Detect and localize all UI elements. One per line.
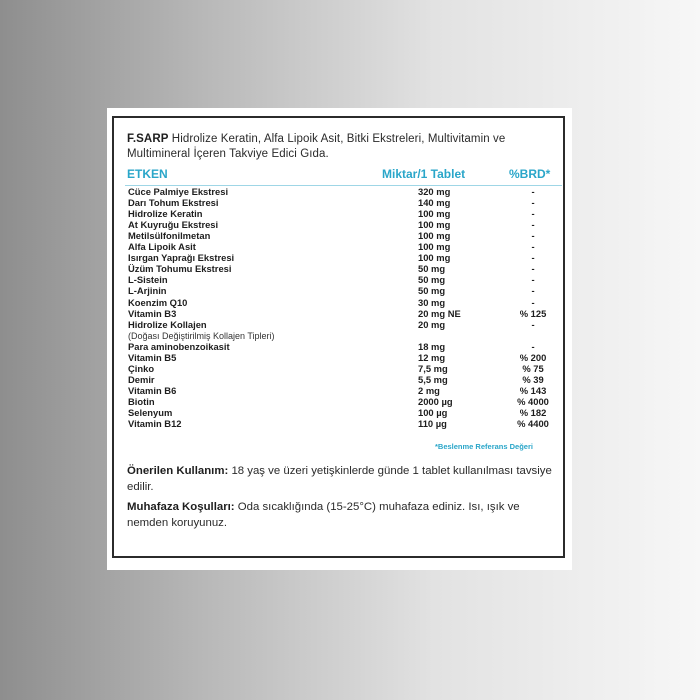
ingredient-rda: - xyxy=(531,197,535,209)
ingredient-rda: - xyxy=(531,318,535,330)
table-row xyxy=(107,375,572,385)
ingredient-rda: - xyxy=(531,186,535,197)
ingredient-amount: 110 µg xyxy=(418,418,447,430)
ingredient-rda: - xyxy=(531,230,535,242)
ingredient-name: Para aminobenzoikasit xyxy=(128,340,230,352)
ingredient-amount: 320 mg xyxy=(418,186,451,197)
ingredient-amount: 20 mg NE xyxy=(418,307,461,319)
usage-label: Önerilen Kullanım: xyxy=(127,465,229,477)
brand-name: F.SARP xyxy=(127,133,169,145)
storage-text: Oda sıcaklığında (15-25°C) muhafaza ediniz. Isı, ışık ve nemden koruyunuz. xyxy=(127,501,520,529)
column-header-amount: Miktar/1 Tablet xyxy=(382,167,466,181)
usage-section xyxy=(127,463,559,495)
column-header-rda: %BRD* xyxy=(509,167,551,181)
table-row xyxy=(107,275,572,285)
storage-label: Muhafaza Koşulları: xyxy=(127,501,235,513)
table-row xyxy=(107,320,572,330)
table-row xyxy=(107,309,572,319)
ingredient-amount: 2000 µg xyxy=(418,395,453,407)
table-row xyxy=(107,408,572,418)
ingredient-amount: 100 mg xyxy=(418,252,451,264)
table-row xyxy=(107,264,572,274)
ingredient-amount: 100 mg xyxy=(418,241,451,253)
ingredient-rda: % 4400 xyxy=(517,418,549,430)
table-row xyxy=(107,209,572,219)
ingredient-name: Alfa Lipoik Asit xyxy=(128,241,196,253)
ingredient-rda: - xyxy=(531,208,535,220)
table-row xyxy=(107,220,572,230)
ingredient-rda: % 39 xyxy=(522,373,544,385)
ingredient-name: Selenyum xyxy=(128,407,173,418)
ingredient-name: Çinko xyxy=(128,362,155,374)
table-row xyxy=(107,331,572,341)
ingredient-name: Hidrolize Keratin xyxy=(128,208,203,220)
ingredient-amount: 140 mg xyxy=(418,197,451,209)
ingredient-amount: 50 mg xyxy=(418,263,446,275)
table-row xyxy=(107,253,572,263)
ingredient-rda: - xyxy=(531,340,535,352)
ingredient-rda: % 75 xyxy=(522,362,544,374)
ingredient-amount: 50 mg xyxy=(418,274,446,286)
supplement-label-card xyxy=(107,108,572,570)
ingredient-rda: % 182 xyxy=(519,407,547,418)
ingredient-rda: % 200 xyxy=(519,351,547,363)
ingredient-rda: % 125 xyxy=(519,307,547,319)
ingredient-name: Vitamin B6 xyxy=(128,384,177,396)
ingredient-name: Cüce Palmiye Ekstresi xyxy=(128,186,229,197)
ingredient-name: L-Sistein xyxy=(128,274,168,286)
ingredient-amount: 100 mg xyxy=(418,219,451,231)
product-title xyxy=(127,132,557,162)
ingredient-rda: - xyxy=(531,241,535,253)
ingredient-amount: 100 mg xyxy=(418,208,451,220)
ingredient-rda: % 143 xyxy=(519,384,547,396)
ingredient-name: Vitamin B3 xyxy=(128,307,177,319)
ingredient-amount: 12 mg xyxy=(418,351,446,363)
ingredient-amount: 50 mg xyxy=(418,285,446,297)
ingredient-name: Demir xyxy=(128,373,155,385)
ingredient-name: At Kuyruğu Ekstresi xyxy=(128,219,219,231)
ingredient-name: Darı Tohum Ekstresi xyxy=(128,197,219,209)
ingredient-name: Vitamin B12 xyxy=(128,418,182,430)
ingredient-amount: 5,5 mg xyxy=(418,373,448,385)
ingredient-name: Üzüm Tohumu Ekstresi xyxy=(128,263,232,275)
table-row xyxy=(107,286,572,296)
product-description: Hidrolize Keratin, Alfa Lipoik Asit, Bitki Ekstreleri, Multivitamin ve Multimineral İçeren Takviye Edici Gıda. xyxy=(127,133,506,160)
table-row xyxy=(107,364,572,374)
table-row xyxy=(107,187,572,197)
storage-section xyxy=(127,499,559,531)
rda-footnote: *Beslenme Referans Değeri xyxy=(435,442,533,451)
ingredient-name: Metilsülfonilmetan xyxy=(128,230,211,242)
ingredient-name: Koenzim Q10 xyxy=(128,296,188,308)
table-row xyxy=(107,419,572,429)
table-row xyxy=(107,353,572,363)
ingredient-rda: - xyxy=(531,219,535,231)
ingredient-name: (Doğası Değiştirilmiş Kollajen Tipleri) xyxy=(128,330,275,341)
ingredient-name: Isırgan Yaprağı Ekstresi xyxy=(128,252,235,264)
ingredient-rda: - xyxy=(531,274,535,286)
ingredient-amount: 18 mg xyxy=(418,340,446,352)
column-header-ingredient: ETKEN xyxy=(127,167,168,181)
ingredient-amount: 20 mg xyxy=(418,318,446,330)
ingredient-rda: - xyxy=(531,285,535,297)
ingredient-amount: 7,5 mg xyxy=(418,362,448,374)
ingredient-name: Vitamin B5 xyxy=(128,351,177,363)
ingredient-amount: 2 mg xyxy=(418,384,440,396)
ingredient-name: Biotin xyxy=(128,395,155,407)
ingredient-rda: - xyxy=(531,296,535,308)
usage-text: 18 yaş ve üzeri yetişkinlerde günde 1 tablet kullanılması tavsiye edilir. xyxy=(127,465,552,493)
table-row xyxy=(107,198,572,208)
ingredient-amount: 30 mg xyxy=(418,296,446,308)
ingredient-name: Hidrolize Kollajen xyxy=(128,318,207,330)
table-row xyxy=(107,231,572,241)
table-row xyxy=(107,242,572,252)
table-row xyxy=(107,298,572,308)
table-row xyxy=(107,397,572,407)
ingredient-rda: % 4000 xyxy=(517,395,549,407)
ingredient-rda: - xyxy=(531,252,535,264)
table-row xyxy=(107,386,572,396)
ingredient-rda: - xyxy=(531,263,535,275)
ingredient-amount: 100 µg xyxy=(418,407,448,418)
ingredient-name: L-Arjinin xyxy=(128,285,167,297)
table-row xyxy=(107,342,572,352)
ingredient-amount: 100 mg xyxy=(418,230,451,242)
